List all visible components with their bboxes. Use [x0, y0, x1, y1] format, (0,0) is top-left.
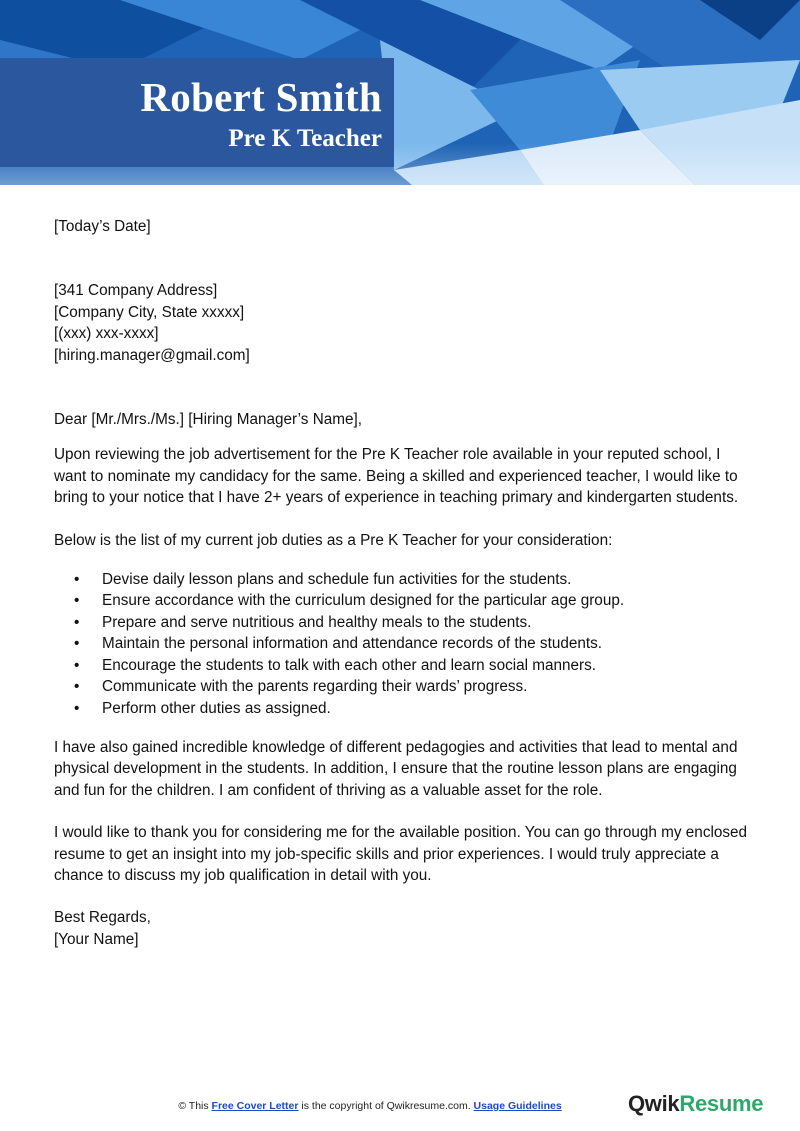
- bullet-icon: •: [74, 699, 80, 717]
- list-item: [54, 590, 754, 611]
- duties-intro: Below is the list of my current job duties as a Pre K Teacher for your consideration:: [54, 531, 613, 549]
- applicant-name: Robert Smith: [140, 74, 382, 120]
- list-item: [54, 698, 754, 719]
- footer-middle: is the copyright of Qwikresume.com.: [298, 1100, 474, 1112]
- duty-text: Ensure accordance with the curriculum designed for the particular age group.: [102, 592, 625, 610]
- letter-date: [Today’s Date]: [54, 218, 151, 235]
- duty-text: Encourage the students to talk with each other and learn social manners.: [102, 656, 597, 674]
- list-item: [54, 569, 754, 590]
- body-paragraph-2: I have also gained incredible knowledge of different pedagogies and activities that lead to mental and physical development in the students. In addition, I ensure that the routine lesson plans are engaging and fun for the children. I am confident of thriving as a valuable asset for the role.: [54, 738, 738, 799]
- recipient-address: [54, 280, 754, 366]
- address-line: [Company City, State xxxxx]: [54, 303, 245, 321]
- usage-guidelines-link[interactable]: Usage Guidelines: [473, 1100, 562, 1112]
- duty-text: Communicate with the parents regarding their wards’ progress.: [102, 678, 528, 696]
- list-item: [54, 633, 754, 654]
- address-line: [341 Company Address]: [54, 282, 218, 300]
- duty-text: Maintain the personal information and attendance records of the students.: [102, 635, 603, 653]
- signature: [Your Name]: [54, 930, 139, 948]
- salutation: Dear [Mr./Mrs./Ms.] [Hiring Manager’s Name],: [54, 411, 362, 429]
- duties-list: [54, 569, 754, 719]
- bullet-icon: •: [74, 678, 80, 696]
- qwikresume-logo: [628, 1091, 763, 1117]
- bullet-icon: •: [74, 613, 80, 631]
- address-line: [(xxx) xxx-xxxx]: [54, 325, 159, 343]
- letter-body: [54, 216, 754, 950]
- bullet-icon: •: [74, 635, 80, 653]
- bullet-icon: •: [74, 571, 80, 589]
- bullet-icon: •: [74, 656, 80, 674]
- list-item: [54, 655, 754, 676]
- closing: Best Regards,: [54, 909, 151, 927]
- body-paragraph-3: I would like to thank you for considering me for the available position. You can go through my enclosed resume to get an insight into my job-specific skills and prior experiences. I would truly appreciate a chance to discuss my job qualification in detail with you.: [54, 824, 748, 884]
- free-cover-letter-link[interactable]: Free Cover Letter: [211, 1100, 299, 1112]
- bullet-icon: •: [74, 592, 80, 610]
- duty-text: Devise daily lesson plans and schedule fun activities for the students.: [102, 571, 572, 589]
- job-title: Pre K Teacher: [228, 125, 382, 152]
- intro-paragraph: Upon reviewing the job advertisement for the Pre K Teacher role available in your reputed school, I want to nominate my candidacy for the same. Being a skilled and experienced teacher, I would like to bring to your notice that I have 2+ years of experience in teaching primary and kindergarten students.: [54, 446, 739, 507]
- list-item: [54, 612, 754, 633]
- duty-text: Prepare and serve nutritious and healthy meals to the students.: [102, 613, 532, 631]
- logo-part-resume: Resume: [679, 1091, 764, 1116]
- name-banner: [0, 58, 394, 167]
- footer-prefix: © This: [178, 1100, 212, 1112]
- logo-part-qwik: Qwik: [628, 1091, 680, 1116]
- address-line: [hiring.manager@gmail.com]: [54, 346, 250, 364]
- list-item: [54, 676, 754, 697]
- duty-text: Perform other duties as assigned.: [102, 699, 331, 717]
